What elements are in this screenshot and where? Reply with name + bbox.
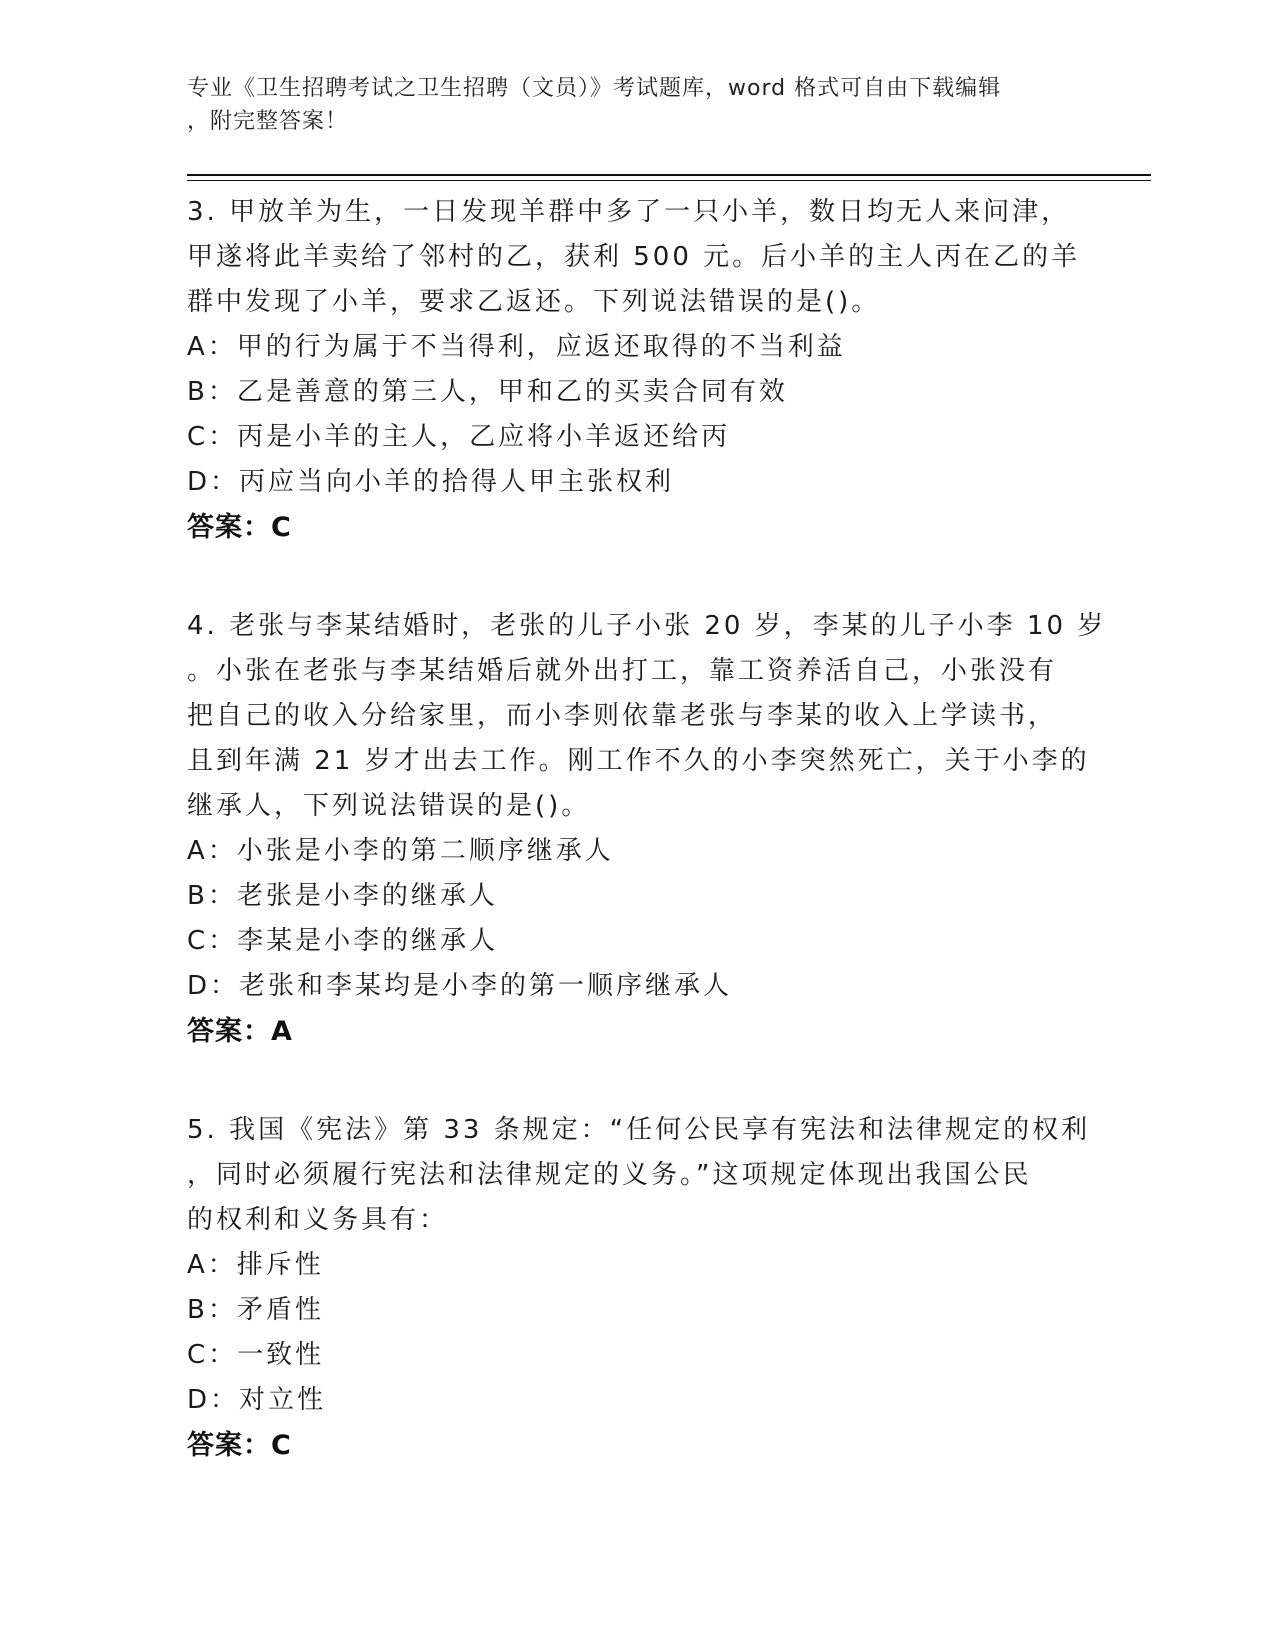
header-line-1: 专业《卫生招聘考试之卫生招聘（文员）》考试题库，word 格式可自由下载编辑: [187, 76, 1002, 101]
option-a: A：排斥性: [187, 1250, 324, 1280]
question-text-line: 继承人，下列说法错误的是()。: [187, 791, 591, 821]
question-4: [187, 604, 1107, 1054]
question-5: [187, 1108, 1091, 1468]
option-c: C：李某是小李的继承人: [187, 926, 499, 956]
option-d: D：丙应当向小羊的拾得人甲主张权利: [187, 467, 675, 497]
option-b: B：老张是小李的继承人: [187, 881, 498, 911]
answer-label: 答案：C: [187, 1430, 292, 1461]
question-spacer: [187, 550, 1087, 604]
question-text-line: 的权利和义务具有：: [187, 1205, 449, 1235]
question-text-line: 把自己的收入分给家里，而小李则依靠老张与李某的收入上学读书，: [187, 701, 1058, 731]
question-text-line: 4. 老张与李某结婚时，老张的儿子小张 20 岁，李某的儿子小李 10 岁: [187, 611, 1107, 641]
answer-label: 答案：A: [187, 1016, 293, 1047]
question-3: [187, 190, 1087, 550]
question-text-line: 。小张在老张与李某结婚后就外出打工，靠工资养活自己，小张没有: [187, 656, 1058, 686]
question-text-line: 3. 甲放羊为生，一日发现羊群中多了一只小羊，数日均无人来问津，: [187, 197, 1071, 227]
header-rule-thick: [187, 174, 1151, 176]
option-b: B：矛盾性: [187, 1295, 324, 1325]
question-spacer: [187, 1054, 1087, 1108]
question-text-line: ，同时必须履行宪法和法律规定的义务。”这项规定体现出我国公民: [187, 1160, 1032, 1190]
header-line-2: ，附完整答案！: [187, 109, 349, 134]
option-c: C：一致性: [187, 1340, 325, 1370]
document-header: [187, 72, 1067, 138]
option-d: D：对立性: [187, 1385, 327, 1415]
question-list: [187, 190, 1107, 1468]
option-a: A：甲的行为属于不当得利，应返还取得的不当利益: [187, 332, 846, 362]
question-text-line: 群中发现了小羊，要求乙返还。下列说法错误的是()。: [187, 287, 881, 317]
header-rule-thin: [187, 180, 1151, 181]
question-text-line: 且到年满 21 岁才出去工作。刚工作不久的小李突然死亡，关于小李的: [187, 746, 1090, 776]
option-d: D：老张和李某均是小李的第一顺序继承人: [187, 971, 733, 1001]
option-c: C：丙是小羊的主人，乙应将小羊返还给丙: [187, 422, 731, 452]
question-text-line: 5. 我国《宪法》第 33 条规定：“任何公民享有宪法和法律规定的权利: [187, 1115, 1091, 1145]
option-a: A：小张是小李的第二顺序继承人: [187, 836, 614, 866]
answer-label: 答案：C: [187, 512, 292, 543]
question-text-line: 甲遂将此羊卖给了邻村的乙，获利 500 元。后小羊的主人丙在乙的羊: [187, 242, 1081, 272]
option-b: B：乙是善意的第三人，甲和乙的买卖合同有效: [187, 377, 788, 407]
